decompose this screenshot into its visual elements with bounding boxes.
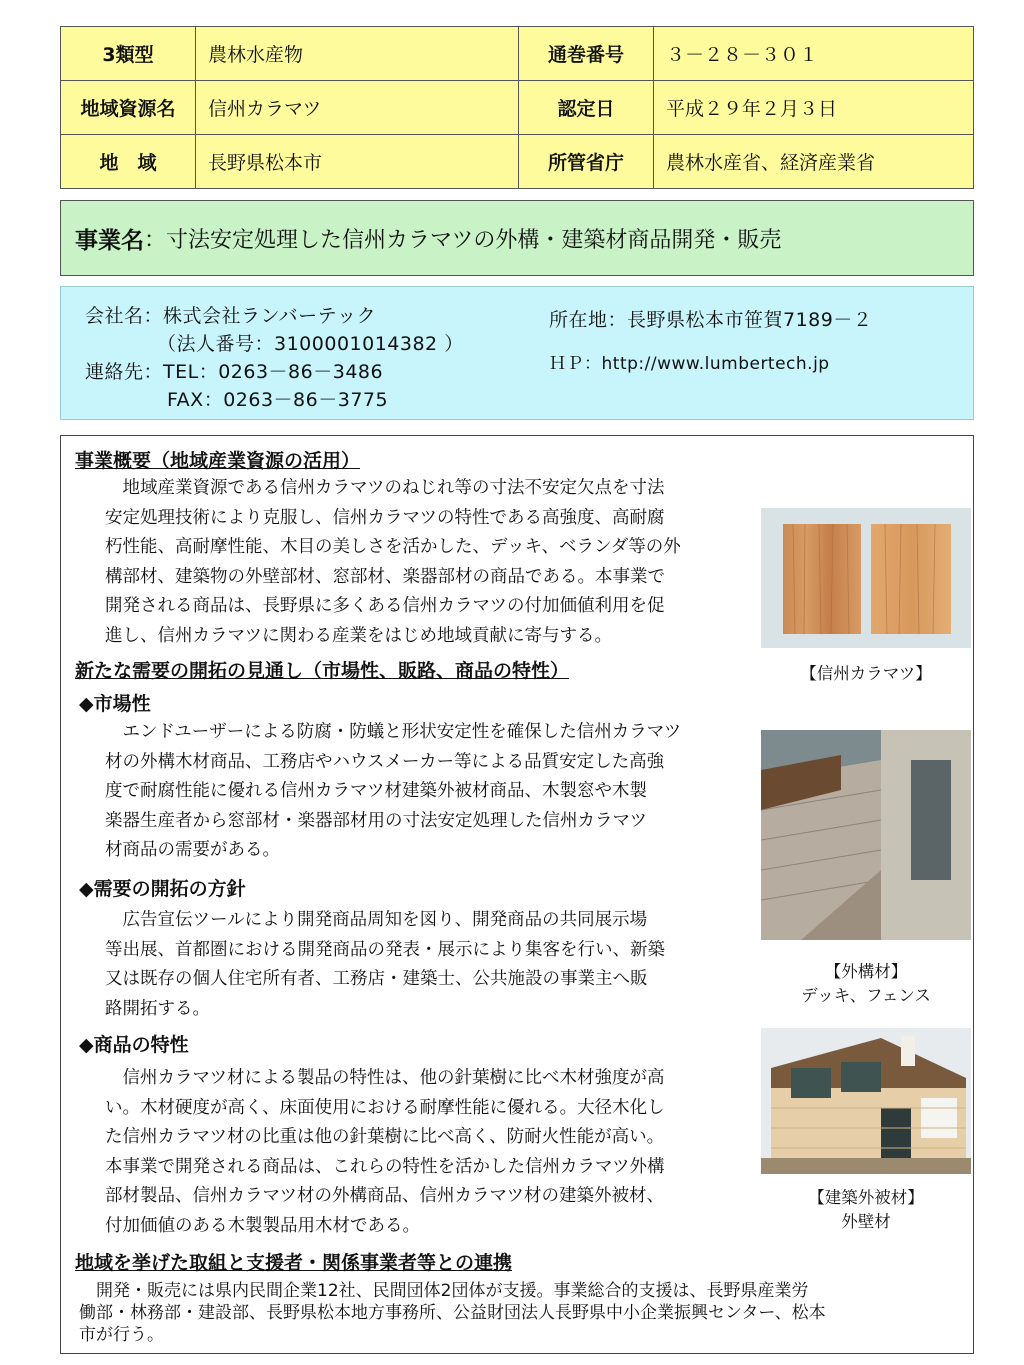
- feature-text: 信州カラマツ材による製品の特性は、他の針葉樹に比べ木材強度が高 い。木材硬度が高く、床面使用における耐摩性能に優れる。大径木化し た信州カラマツ材の比重は他の針葉樹に比べ高く、防耐火性能が高い。 本事業で開発される商品は、これらの特性を活かした信州カラマツ外構 部材製品、信州カラマツ材の外構商品、信州カラマツ材の建築外被材、 付加価値のある木製製品用木材である。: [105, 1068, 665, 1236]
- caption-larch: 【信州カラマツ】: [800, 664, 932, 683]
- feature-heading: ◆商品の特性: [79, 1034, 189, 1056]
- caption-exterior: 【外構材】 デッキ、フェンス: [801, 962, 931, 1005]
- company-address: 所在地：長野県松本市笹賀7189－２: [549, 309, 873, 331]
- company-info: [60, 286, 974, 420]
- date-value: 平成２９年２月３日: [654, 81, 974, 135]
- contact-fax: FAX：0263－86－3775: [167, 389, 389, 411]
- ministry-label: 所管省庁: [519, 135, 654, 189]
- market-heading: ◆市場性: [79, 693, 151, 715]
- corporate-number: （法人番号：3100001014382 ）: [157, 333, 464, 355]
- serial-label: 通巻番号: [519, 27, 654, 81]
- ministry-value: 農林水産省、経済産業省: [654, 135, 974, 189]
- larch-boards-photo: [761, 508, 971, 648]
- house-photo: [761, 1028, 971, 1174]
- contact-tel: 連絡先：TEL：0263－86－3486: [85, 361, 384, 383]
- deck-photo: [761, 730, 971, 940]
- main-content: [60, 435, 974, 1354]
- demand-heading: 新たな需要の開拓の見通し（市場性、販路、商品の特性）: [75, 660, 570, 682]
- region-label: 地 域: [61, 135, 196, 189]
- company-name: 会社名：株式会社ランバーテック: [85, 305, 377, 327]
- type-label: 3類型: [61, 27, 196, 81]
- regional-heading: 地域を挙げた取組と支援者・関係事業者等との連携: [75, 1252, 513, 1274]
- overview-text: 地域産業資源である信州カラマツのねじれ等の寸法不安定欠点を寸法 安定処理技術により克服し、信州カラマツの特性である高強度、高耐腐 朽性能、高耐摩性能、木目の美しさを活かした、デッキ、ベランダ等の外 構部材、建築物の外壁部材、窓部材、楽器部材の商品である。本事業で 開発される商品は、長野県に多くある信州カラマツの付加価値利用を促 進し、信州カラマツに関わる産業をはじめ地域貢献に寄与する。: [105, 478, 681, 646]
- type-value: 農林水産物: [196, 27, 519, 81]
- info-table: [60, 26, 974, 189]
- caption-cladding: 【建築外被材】 外壁材: [808, 1188, 924, 1231]
- business-name-band: [60, 200, 974, 276]
- resource-value: 信州カラマツ: [196, 81, 519, 135]
- company-homepage: ＨＰ：http://www.lumbertech.jp: [549, 354, 830, 374]
- business-title: ：寸法安定処理した信州カラマツの外構・建築材商品開発・販売: [144, 227, 782, 253]
- serial-value: ３－２８－３０１: [654, 27, 974, 81]
- date-label: 認定日: [519, 81, 654, 135]
- region-value: 長野県松本市: [196, 135, 519, 189]
- policy-text: 広告宣伝ツールにより開発商品周知を図り、開発商品の共同展示場 等出展、首都圏における開発商品の発表・展示により集客を行い、新築 又は既存の個人住宅所有者、工務店・建築士、公共施設の事業主へ販 路開拓する。: [105, 910, 665, 1019]
- overview-heading: 事業概要（地域産業資源の活用）: [75, 450, 361, 472]
- regional-text: 開発・販売には県内民間企業12社、民間団体2団体が支援。事業総合的支援は、長野県産業労 働部・林務部・建設部、長野県松本地方事務所、公益財団法人長野県中小企業振興センター、松本 市が行う。: [79, 1281, 826, 1345]
- resource-label: 地域資源名: [61, 81, 196, 135]
- policy-heading: ◆需要の開拓の方針: [79, 878, 246, 900]
- market-text: エンドユーザーによる防腐・防蟻と形状安定性を確保した信州カラマツ 材の外構木材商品、工務店やハウスメーカー等による品質安定した高強 度で耐腐性能に優れる信州カラマツ材建築外被材商品、木製窓や木製 楽器生産者から窓部材・楽器部材用の寸法安定処理した信州カラマツ 材商品の需要がある。: [105, 722, 682, 861]
- business-label: 事業名: [75, 227, 144, 254]
